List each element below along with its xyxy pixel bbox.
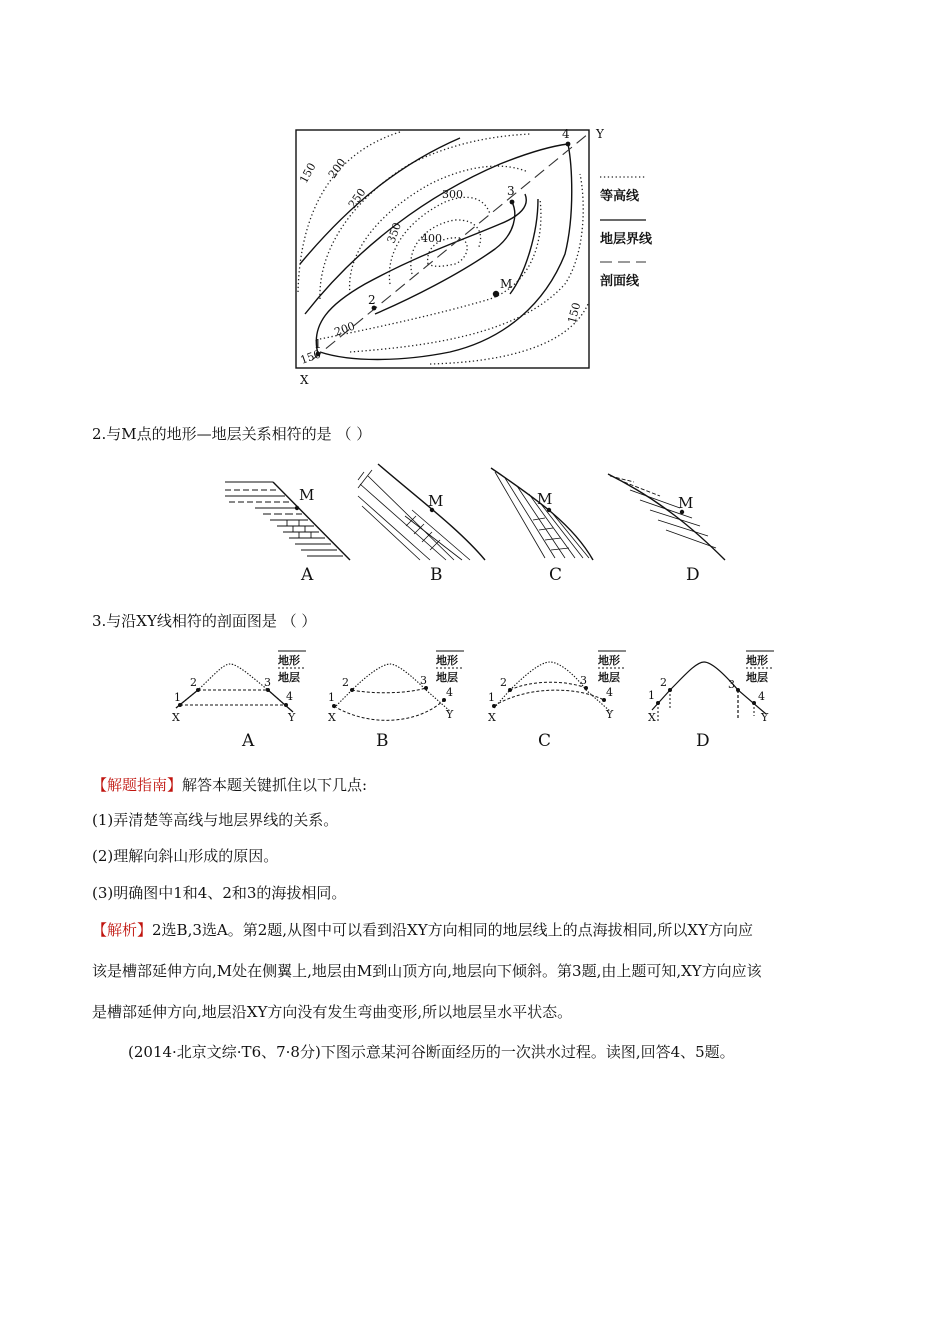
q3-option-b-figure [328, 651, 464, 751]
contour-label-200-top: 200 [325, 156, 349, 181]
q3-d-point-2: 2 [660, 676, 667, 689]
contour-label-150-right: 150 [565, 301, 584, 325]
q3-a-point-1: 1 [174, 691, 181, 704]
q3-b-legend-strata: 地层 [436, 671, 458, 684]
guide-tag: 【解题指南】 [92, 776, 183, 794]
q2-option-d-figure [608, 474, 725, 585]
q2-d-point-label: M [678, 494, 694, 512]
q3-b-legend-terrain: 地形 [436, 654, 458, 667]
legend-contour-label: 等高线 [600, 189, 640, 204]
point-label-m: M [500, 277, 513, 291]
axis-label-x: X [300, 373, 309, 387]
contour-label-250: 250 [345, 186, 369, 211]
question-3-text: 3.与沿XY线相符的剖面图是 （ ） [92, 612, 317, 630]
q2-option-c-label: C [549, 565, 563, 585]
map-legend [600, 177, 653, 289]
q3-option-b-label: B [376, 731, 389, 751]
q3-option-d-label: D [696, 731, 710, 751]
q3-d-point-1: 1 [648, 689, 655, 702]
q3-option-a-label: A [242, 731, 255, 751]
q3-option-c-figure [488, 651, 626, 751]
q3-b-x: X [328, 711, 336, 724]
q3-c-point-3: 3 [580, 674, 587, 687]
axis-label-y: Y [596, 127, 604, 141]
question-2-text: 2.与M点的地形—地层关系相符的是 （ ） [92, 425, 372, 443]
analysis-line-3: 是槽部延伸方向,地层沿XY方向没有发生弯曲变形,所以地层呈水平状态。 [92, 1003, 573, 1021]
contour-label-400: 400 [421, 232, 442, 245]
q3-c-x: X [488, 711, 496, 724]
point-4 [566, 142, 571, 147]
q3-a-point-2: 2 [190, 676, 197, 689]
q3-c-point-1: 1 [488, 691, 495, 704]
q2-option-b-label: B [430, 565, 443, 585]
q3-c-legend-strata: 地层 [598, 671, 620, 684]
point-label-4: 4 [562, 127, 570, 141]
legend-section-label: 剖面线 [600, 274, 640, 289]
q3-d-point-4: 4 [758, 690, 765, 703]
q3-a-legend-terrain: 地形 [278, 654, 300, 667]
q3-a-x: X [172, 711, 180, 724]
guide-heading [92, 776, 367, 794]
point-3 [510, 200, 515, 205]
q2-option-b-figure [355, 464, 485, 585]
q3-b-point-1: 1 [328, 691, 335, 704]
point-label-1: 1 [314, 337, 322, 351]
q3-d-y: Y [761, 711, 769, 724]
q3-d-point-3: 3 [728, 678, 735, 691]
contour-geology-map [290, 124, 670, 389]
guide-point-2: (2)理解向斜山形成的原因。 [92, 847, 279, 865]
q3-a-legend-strata: 地层 [278, 671, 300, 684]
contour-label-200-bottom: 200 [332, 319, 357, 339]
q3-d-legend-terrain: 地形 [746, 654, 768, 667]
contour-150-c [430, 304, 588, 364]
contour-label-300: 300 [442, 188, 463, 201]
q3-d-legend-strata: 地层 [746, 671, 768, 684]
contour-label-150-top: 150 [297, 160, 319, 186]
point-label-2: 2 [368, 293, 376, 307]
question-2-options [215, 460, 735, 588]
q3-a-point-4: 4 [286, 690, 293, 703]
stratum-line-1 [300, 138, 460, 264]
next-question-intro: (2014·北京文综·T6、7·8分)下图示意某河谷断面经历的一次洪水过程。读图,回答4、5题。 [128, 1043, 735, 1061]
analysis-tag: 【解析】 [92, 921, 153, 939]
guide-intro: 解答本题关键抓住以下几点: [182, 776, 368, 794]
q2-option-d-label: D [686, 565, 700, 585]
point-m [493, 291, 499, 297]
q2-b-point-label: M [428, 492, 444, 510]
q3-b-y: Y [446, 708, 454, 721]
analysis-line-1 [92, 921, 753, 939]
q2-option-a-figure [225, 482, 350, 585]
contour-label-350: 350 [384, 220, 405, 246]
q3-c-y: Y [606, 708, 614, 721]
q2-option-a-label: A [301, 565, 314, 585]
q3-c-point-2: 2 [500, 676, 507, 689]
stratum-line-2 [305, 144, 568, 314]
q3-b-point-2: 2 [342, 676, 349, 689]
q3-option-c-label: C [538, 731, 552, 751]
analysis-line-2: 该是槽部延伸方向,M处在侧翼上,地层由M到山顶方向,地层向下倾斜。第3题,由上题可知,XY方向应该 [92, 962, 762, 980]
point-label-3: 3 [507, 184, 515, 198]
q3-c-legend-terrain: 地形 [598, 654, 620, 667]
guide-point-1: (1)弄清楚等高线与地层界线的关系。 [92, 811, 339, 829]
q2-option-c-figure [491, 468, 593, 585]
analysis-text-1: 2选B,3选A。第2题,从图中可以看到沿XY方向相同的地层线上的点海拔相同,所以XY方向应 [152, 921, 753, 939]
legend-boundary-label: 地层界线 [600, 232, 653, 247]
q3-a-y: Y [288, 711, 296, 724]
contour-label-150-bottom: 150 [298, 347, 323, 367]
q3-option-a-figure [172, 651, 306, 751]
question-3-options [168, 648, 788, 754]
q3-d-x: X [648, 711, 656, 724]
contour-250 [350, 166, 528, 294]
q2-a-point-label: M [299, 486, 315, 504]
stratum-line-4 [375, 202, 515, 314]
q3-option-d-figure [648, 651, 774, 751]
guide-point-3: (3)明确图中1和4、2和3的海拔相同。 [92, 884, 347, 902]
q3-b-point-3: 3 [420, 674, 427, 687]
q2-c-point-label: M [537, 490, 553, 508]
q3-a-point-3: 3 [264, 676, 271, 689]
q3-b-point-4: 4 [446, 686, 453, 699]
q3-c-point-4: 4 [606, 686, 613, 699]
